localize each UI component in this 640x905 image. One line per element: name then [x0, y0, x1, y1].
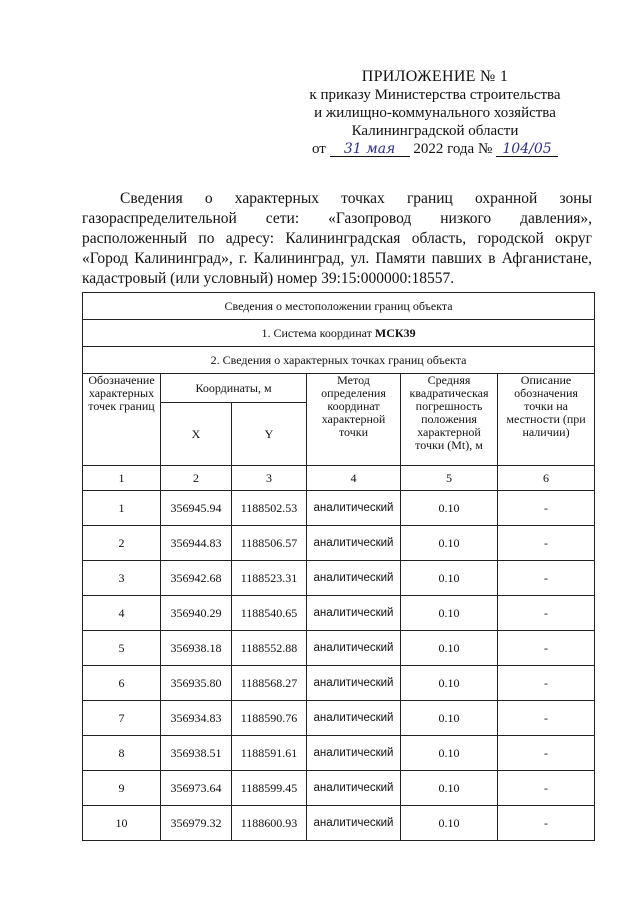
table-row: [83, 806, 595, 841]
method-cell: аналитический: [307, 806, 401, 841]
point-cell: 5: [83, 631, 161, 666]
x-coordinate-cell: 356934.83: [161, 701, 232, 736]
coordinate-system-cell: [83, 320, 595, 347]
column-number: 1: [83, 466, 161, 491]
description-cell: -: [498, 736, 595, 771]
column-number: 4: [307, 466, 401, 491]
year-text: 2022 года №: [413, 141, 493, 157]
col-method-header: Метод определения координат характерной точки: [307, 374, 401, 466]
intro-text: Сведения о характерных точках границ охранной зоны газораспределительной сети: «Газопровод низкого давления», расположенный по адресу: Калининградская область, городской округ «Город Калининград», г. Калининград, ул. Памяти павших в Афганистане, кадастровый (или условный) номер 39:15:000000:18557.: [82, 190, 592, 287]
table-row: [83, 561, 595, 596]
description-cell: -: [498, 701, 595, 736]
x-coordinate-cell: 356938.18: [161, 631, 232, 666]
order-date-line: [290, 140, 580, 158]
accuracy-cell: 0.10: [401, 771, 498, 806]
col-designation-header: Обозначение характерных точек границ: [83, 374, 161, 466]
appendix-header: [290, 68, 580, 158]
x-coordinate-cell: 356940.29: [161, 596, 232, 631]
point-cell: 8: [83, 736, 161, 771]
table-row: [83, 666, 595, 701]
accuracy-cell: 0.10: [401, 561, 498, 596]
date-prefix: от: [311, 141, 326, 157]
table-row: [83, 736, 595, 771]
y-coordinate-cell: 1188502.53: [232, 491, 307, 526]
x-coordinate-cell: 356973.64: [161, 771, 232, 806]
points-section-title: 2. Сведения о характерных точках границ объекта: [83, 347, 595, 374]
accuracy-cell: 0.10: [401, 701, 498, 736]
x-coordinate-cell: 356944.83: [161, 526, 232, 561]
handwritten-date: 31 мая: [330, 142, 410, 157]
column-number: 5: [401, 466, 498, 491]
accuracy-cell: 0.10: [401, 666, 498, 701]
accuracy-cell: 0.10: [401, 806, 498, 841]
coordinate-system-prefix: 1. Система координат: [261, 325, 372, 340]
method-cell: аналитический: [307, 491, 401, 526]
accuracy-cell: 0.10: [401, 491, 498, 526]
method-cell: аналитический: [307, 666, 401, 701]
table-row: [83, 596, 595, 631]
description-cell: -: [498, 771, 595, 806]
accuracy-cell: 0.10: [401, 526, 498, 561]
point-cell: 6: [83, 666, 161, 701]
x-coordinate-cell: 356945.94: [161, 491, 232, 526]
description-cell: -: [498, 806, 595, 841]
table-header-row: [83, 374, 595, 403]
y-coordinate-cell: 1188523.31: [232, 561, 307, 596]
method-cell: аналитический: [307, 771, 401, 806]
method-cell: аналитический: [307, 631, 401, 666]
method-cell: аналитический: [307, 736, 401, 771]
column-number: 6: [498, 466, 595, 491]
y-coordinate-cell: 1188599.45: [232, 771, 307, 806]
order-line-1: к приказу Министерства строительства: [309, 87, 561, 103]
points-section-row: [83, 347, 595, 374]
coordinate-system-row: [83, 320, 595, 347]
y-coordinate-cell: 1188540.65: [232, 596, 307, 631]
point-cell: 2: [83, 526, 161, 561]
coordinate-system-name: МСК39: [374, 325, 416, 340]
description-cell: -: [498, 596, 595, 631]
description-cell: -: [498, 491, 595, 526]
y-coordinate-cell: 1188590.76: [232, 701, 307, 736]
col-accuracy-header: Средняя квадратическая погрешность положения характерной точки (Mt), м: [401, 374, 498, 466]
col-description-header: Описание обозначения точки на местности (при наличии): [498, 374, 595, 466]
accuracy-cell: 0.10: [401, 631, 498, 666]
point-cell: 10: [83, 806, 161, 841]
table-row: [83, 771, 595, 806]
point-cell: 7: [83, 701, 161, 736]
y-coordinate-cell: 1188506.57: [232, 526, 307, 561]
y-coordinate-cell: 1188568.27: [232, 666, 307, 701]
appendix-title: ПРИЛОЖЕНИЕ № 1: [361, 68, 509, 85]
table-row: [83, 526, 595, 561]
order-line-2: и жилищно-коммунального хозяйства: [314, 105, 556, 121]
method-cell: аналитический: [307, 596, 401, 631]
x-coordinate-cell: 356935.80: [161, 666, 232, 701]
column-number: 3: [232, 466, 307, 491]
column-number-row: [83, 466, 595, 491]
x-coordinate-cell: 356942.68: [161, 561, 232, 596]
y-coordinate-cell: 1188591.61: [232, 736, 307, 771]
table-row: [83, 491, 595, 526]
description-cell: -: [498, 526, 595, 561]
description-cell: -: [498, 631, 595, 666]
point-cell: 4: [83, 596, 161, 631]
coordinates-table: [82, 292, 595, 841]
col-x-header: X: [161, 403, 232, 466]
table-body: [83, 491, 595, 841]
point-cell: 3: [83, 561, 161, 596]
x-coordinate-cell: 356938.51: [161, 736, 232, 771]
description-cell: -: [498, 666, 595, 701]
description-cell: -: [498, 561, 595, 596]
column-number: 2: [161, 466, 232, 491]
y-coordinate-cell: 1188552.88: [232, 631, 307, 666]
point-cell: 9: [83, 771, 161, 806]
point-cell: 1: [83, 491, 161, 526]
accuracy-cell: 0.10: [401, 736, 498, 771]
method-cell: аналитический: [307, 701, 401, 736]
y-coordinate-cell: 1188600.93: [232, 806, 307, 841]
accuracy-cell: 0.10: [401, 596, 498, 631]
col-coordinates-header: Координаты, м: [161, 374, 307, 403]
col-y-header: Y: [232, 403, 307, 466]
table-section-row: [83, 293, 595, 320]
intro-paragraph: [82, 189, 592, 289]
method-cell: аналитический: [307, 526, 401, 561]
method-cell: аналитический: [307, 561, 401, 596]
section-title: Сведения о местоположении границ объекта: [83, 293, 595, 320]
handwritten-order-number: 104/05: [496, 142, 558, 157]
order-line-3: Калининградской области: [351, 123, 519, 139]
x-coordinate-cell: 356979.32: [161, 806, 232, 841]
table-row: [83, 701, 595, 736]
table-row: [83, 631, 595, 666]
